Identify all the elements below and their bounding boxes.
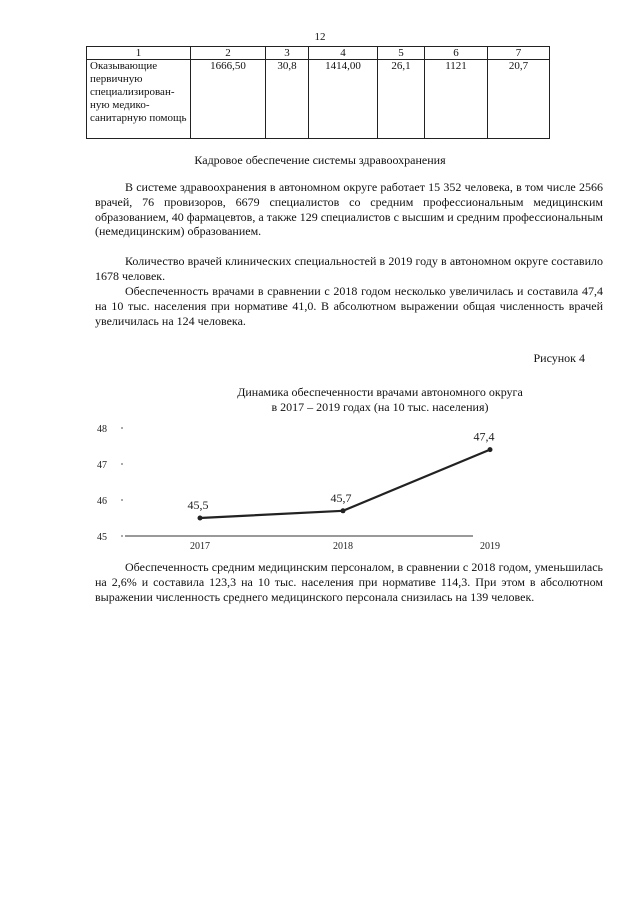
data-label: 45,5: [187, 498, 209, 512]
figure-label: Рисунок 4: [533, 351, 585, 365]
table-header-row: [87, 47, 550, 60]
series-line: [200, 450, 490, 518]
paragraph: Количество врачей клинических специальностей в 2019 году в автономном округе составило 1678 человек.: [95, 254, 603, 283]
x-tick-label: 2018: [333, 541, 353, 550]
data-point: [341, 508, 346, 513]
table-header-cell: 2: [191, 47, 266, 60]
chart-title: Динамика обеспеченности врачами автономного округа: [237, 385, 523, 399]
data-label: 47,4: [473, 429, 495, 444]
table-header-cell: 7: [488, 47, 550, 60]
table-cell: 26,1: [378, 60, 425, 139]
chart-subtitle: в 2017 – 2019 годах (на 10 тыс. населения): [271, 400, 489, 414]
page-number: 12: [314, 31, 326, 43]
data-table: [86, 46, 550, 139]
section-title: Кадровое обеспечение системы здравоохранения: [194, 153, 446, 167]
paragraph: В системе здравоохранения в автономном округе работает 15 352 человека, в том числе 2566 врачей, 76 провизоров, 6679 специалистов со средним профессиональным медицинским образованием, 40 фармацевтов, а также 129 специалистов с высшим и средним профессиональным (немедицинским) образованием.: [95, 180, 603, 239]
y-tick-label: 47: [97, 460, 107, 471]
table-header-cell: 6: [425, 47, 488, 60]
y-tick-label: 46: [97, 496, 107, 507]
table-cell: 1666,50: [191, 60, 266, 139]
closing-paragraph: Обеспеченность средним медицинским персоналом, в сравнении с 2018 годом, уменьшилась на 2,6% и составила 123,3 на 10 тыс. населения при нормативе 114,3. При этом в абсолютном выражении численность среднего медицинского персонала снизилась на 139 человек.: [95, 560, 603, 604]
table-cell: 1414,00: [309, 60, 378, 139]
paragraph: Обеспеченность врачами в сравнении с 2018 годом несколько увеличилась и составила 47,4 на 10 тыс. населения при нормативе 41,0. В абсолютном выражении общая численность врачей увеличилась на 124 человека.: [95, 284, 603, 328]
table-header-cell: 1: [87, 47, 191, 60]
table-cell: 30,8: [266, 60, 309, 139]
table-header-cell: 5: [378, 47, 425, 60]
table-header-cell: 3: [266, 47, 309, 60]
x-tick-label: 2019: [480, 541, 500, 550]
table-row: [87, 60, 550, 139]
table-cell-label: Оказывающие первичную специализирован-ную медико-санитарную помощь: [87, 60, 191, 139]
chart-title-block: [0, 385, 640, 415]
table-header-cell: 4: [309, 47, 378, 60]
table-cell: 20,7: [488, 60, 550, 139]
data-label: 45,7: [330, 490, 352, 505]
x-tick-label: 2017: [190, 541, 210, 550]
data-point: [198, 516, 203, 521]
data-point: [488, 447, 493, 452]
y-tick-label: 45: [97, 532, 107, 543]
line-chart: [95, 418, 515, 550]
y-tick-label: 48: [97, 424, 107, 435]
table-cell: 1121: [425, 60, 488, 139]
